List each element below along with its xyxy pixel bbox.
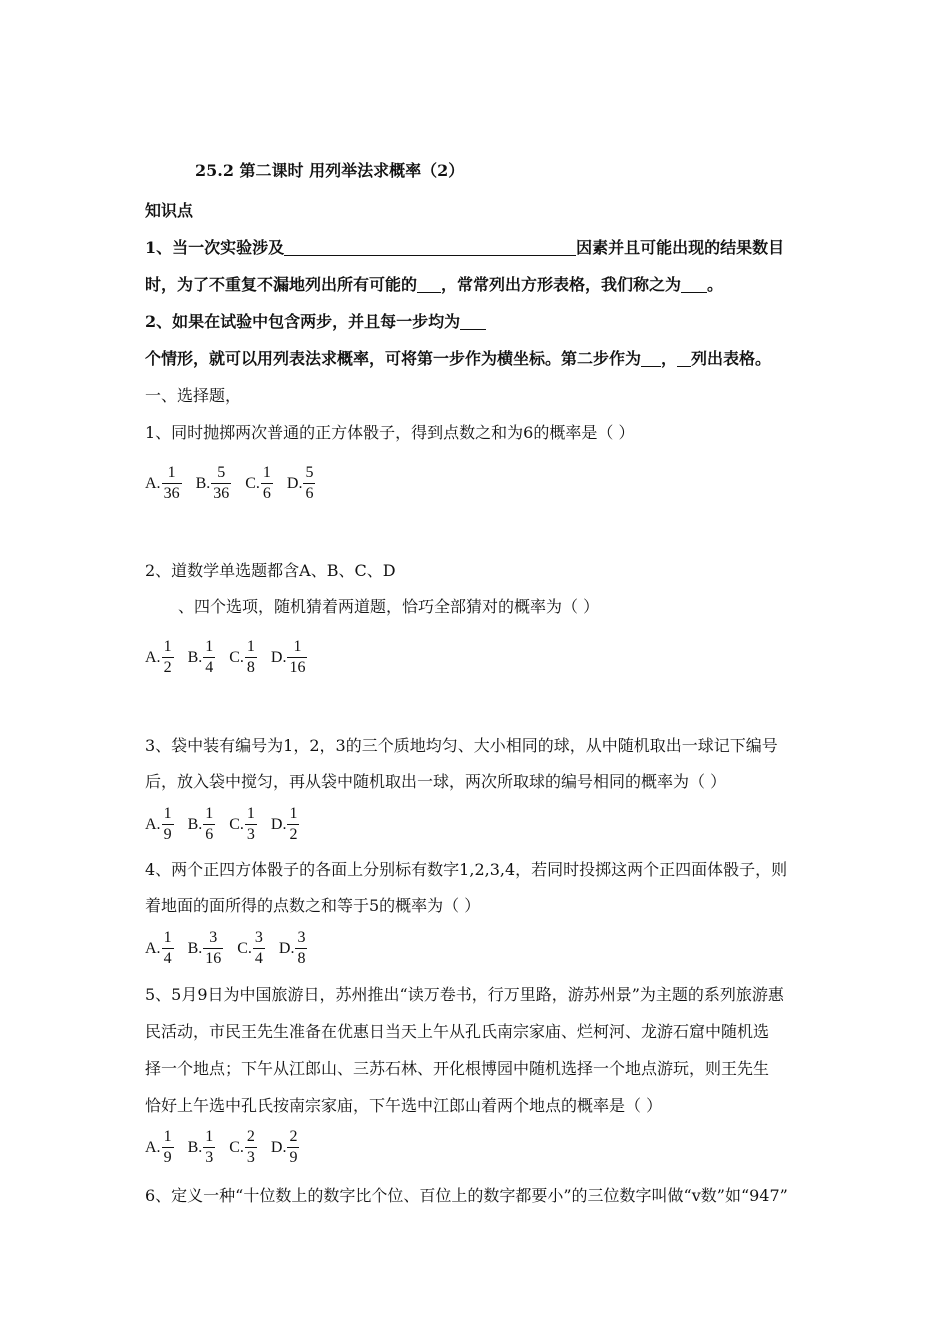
numerator: 1	[163, 929, 172, 946]
kp1-text-a: 1、当一次实验涉及	[145, 238, 285, 257]
question-6-text: 6、定义一种“十位数上的数字比个位、百位上的数字都要小”的三位数字叫做“v数”如“947”	[145, 1186, 788, 1205]
denominator: 9	[289, 1149, 298, 1166]
numerator: 3	[209, 929, 218, 946]
denominator: 6	[205, 826, 214, 843]
fraction	[287, 804, 299, 845]
denominator: 3	[246, 826, 255, 843]
option-label: B.	[187, 1138, 203, 1156]
numerator: 1	[205, 805, 214, 822]
numerator: 1	[246, 805, 255, 822]
fraction	[162, 1127, 174, 1168]
numerator: 1	[246, 638, 255, 655]
numerator: 5	[217, 464, 226, 481]
option-a[interactable]	[145, 928, 174, 969]
option-label: A.	[145, 648, 161, 666]
question-5-text: 5、5月9日为中国旅游日，苏州推出“读万卷书，行万里路，游苏州景”为主题的系列旅游惠	[145, 985, 784, 1004]
question-2-options	[145, 637, 317, 678]
numerator: 1	[163, 805, 172, 822]
denominator: 6	[305, 485, 314, 502]
fraction	[253, 928, 265, 969]
fraction	[303, 463, 315, 504]
denominator: 3	[205, 1149, 214, 1166]
option-b[interactable]	[188, 928, 224, 969]
numerator: 1	[262, 464, 271, 481]
fill-blank[interactable]	[681, 276, 707, 293]
knowledge-point-2	[145, 312, 486, 332]
denominator: 9	[163, 1149, 172, 1166]
numerator: 2	[246, 1128, 255, 1145]
denominator: 36	[213, 485, 230, 502]
question-3-options	[145, 804, 309, 845]
numerator: 1	[167, 464, 176, 481]
option-a[interactable]	[145, 1127, 174, 1168]
numerator: 3	[297, 929, 306, 946]
denominator: 2	[163, 659, 172, 676]
fraction	[203, 804, 215, 845]
knowledge-point-1	[145, 238, 784, 258]
option-d[interactable]	[271, 804, 300, 845]
option-d[interactable]	[271, 637, 308, 678]
option-label: C.	[245, 474, 260, 492]
option-b[interactable]	[188, 804, 216, 845]
fraction	[203, 637, 215, 678]
option-c[interactable]	[245, 463, 273, 504]
knowledge-heading: 知识点	[145, 201, 194, 220]
denominator: 4	[205, 659, 214, 676]
option-a[interactable]	[145, 463, 182, 504]
option-label: D.	[270, 648, 287, 666]
option-label: D.	[278, 939, 295, 957]
option-label: C.	[237, 939, 252, 957]
knowledge-point-2-cont	[145, 349, 771, 369]
fraction	[295, 928, 307, 969]
denominator: 8	[246, 659, 255, 676]
option-b[interactable]	[196, 463, 232, 504]
fraction	[261, 463, 273, 504]
question-5-text-cont-1: 民活动，市民王先生准备在优惠日当天上午从孔氏南宗家庙、烂柯河、龙游石窟中随机选	[145, 1022, 770, 1041]
option-a[interactable]	[145, 637, 174, 678]
fraction	[203, 1127, 215, 1168]
option-label: B.	[187, 648, 203, 666]
fraction	[245, 637, 257, 678]
kp2-text-a: 2、如果在试验中包含两步，并且每一步均为	[145, 312, 461, 331]
numerator: 1	[163, 1128, 172, 1145]
denominator: 3	[246, 1149, 255, 1166]
numerator: 5	[305, 464, 314, 481]
option-c[interactable]	[229, 1127, 257, 1168]
question-5-options	[145, 1127, 309, 1168]
option-label: D.	[270, 815, 287, 833]
option-d[interactable]	[271, 1127, 300, 1168]
question-5-text-cont-3: 恰好上午选中孔氏按南宗家庙，下午选中江郎山着两个地点的概率是（ ）	[145, 1096, 663, 1115]
question-4-text-cont: 着地面的面所得的点数之和等于5的概率为（ ）	[145, 896, 481, 915]
numerator: 3	[254, 929, 263, 946]
question-2-text: 2、道数学单选题都含A、B、C、D	[145, 561, 396, 580]
denominator: 4	[163, 950, 172, 967]
option-d[interactable]	[279, 928, 308, 969]
option-label: D.	[286, 474, 303, 492]
question-3-text-cont: 后，放入袋中搅匀，再从袋中随机取出一球，两次所取球的编号相同的概率为（ ）	[145, 772, 727, 791]
denominator: 16	[205, 950, 222, 967]
denominator: 16	[289, 659, 306, 676]
fraction	[245, 1127, 257, 1168]
option-label: B.	[187, 939, 203, 957]
fill-blank[interactable]	[641, 350, 661, 367]
denominator: 4	[254, 950, 263, 967]
option-label: C.	[229, 815, 244, 833]
option-c[interactable]	[229, 637, 257, 678]
kp2-text-b: 个情形，就可以用列表法求概率，可将第一步作为横坐标。第二步作为	[145, 349, 642, 368]
question-5-text-cont-2: 择一个地点；下午从江郎山、三苏石林、开化根博园中随机选择一个地点游玩，则王先生	[145, 1059, 770, 1078]
kp2-text-c: ，	[661, 349, 678, 368]
option-b[interactable]	[188, 1127, 216, 1168]
option-label: C.	[229, 648, 244, 666]
fill-blank[interactable]	[284, 239, 576, 256]
option-label: A.	[145, 939, 161, 957]
numerator: 2	[289, 1128, 298, 1145]
kp1-text-b: 因素并且可能出现的结果数目	[576, 238, 785, 257]
option-d[interactable]	[287, 463, 316, 504]
kp2-text-d: 列出表格。	[691, 349, 772, 368]
fraction	[162, 928, 174, 969]
fraction	[162, 463, 182, 504]
numerator: 1	[163, 638, 172, 655]
option-a[interactable]	[145, 804, 174, 845]
denominator: 9	[163, 826, 172, 843]
kp1-text-d: ，常常列出方形表格，我们称之为	[441, 275, 682, 294]
page-title: 25.2 第二课时 用列举法求概率（2）	[195, 161, 465, 180]
question-4-text: 4、两个正四方体骰子的各面上分别标有数字1,2,3,4，若同时投掷这两个正四面体骰子，则	[145, 860, 788, 879]
fill-blank[interactable]	[417, 276, 441, 293]
numerator: 1	[293, 638, 302, 655]
fill-blank[interactable]	[460, 313, 486, 330]
option-b[interactable]	[188, 637, 216, 678]
option-label: C.	[229, 1138, 244, 1156]
fraction	[287, 637, 307, 678]
kp1-text-c: 时，为了不重复不漏地列出所有可能的	[145, 275, 418, 294]
knowledge-point-1-cont	[145, 275, 723, 295]
question-3-text: 3、袋中装有编号为1，2，3的三个质地均匀、大小相同的球，从中随机取出一球记下编号	[145, 736, 778, 755]
denominator: 6	[262, 485, 271, 502]
fraction	[211, 463, 231, 504]
fraction	[162, 637, 174, 678]
fraction	[162, 804, 174, 845]
kp1-text-e: 。	[707, 275, 724, 294]
fill-blank[interactable]	[677, 350, 691, 367]
question-4-options	[145, 928, 317, 969]
numerator: 1	[205, 638, 214, 655]
fraction	[287, 1127, 299, 1168]
fraction	[245, 804, 257, 845]
question-1-options	[145, 463, 325, 504]
option-label: A.	[145, 474, 161, 492]
denominator: 8	[297, 950, 306, 967]
denominator: 36	[163, 485, 180, 502]
numerator: 1	[289, 805, 298, 822]
option-label: B.	[195, 474, 211, 492]
option-label: A.	[145, 1138, 161, 1156]
question-2-text-cont: 、四个选项，随机猜着两道题，恰巧全部猜对的概率为（ ）	[178, 597, 600, 616]
option-label: D.	[270, 1138, 287, 1156]
option-c[interactable]	[237, 928, 265, 969]
option-label: A.	[145, 815, 161, 833]
option-c[interactable]	[229, 804, 257, 845]
fraction	[203, 928, 223, 969]
numerator: 1	[205, 1128, 214, 1145]
denominator: 2	[289, 826, 298, 843]
option-label: B.	[187, 815, 203, 833]
question-1-text: 1、同时抛掷两次普通的正方体骰子，得到点数之和为6的概率是（ ）	[145, 423, 635, 442]
section-heading: 一、选择题，	[145, 386, 242, 405]
